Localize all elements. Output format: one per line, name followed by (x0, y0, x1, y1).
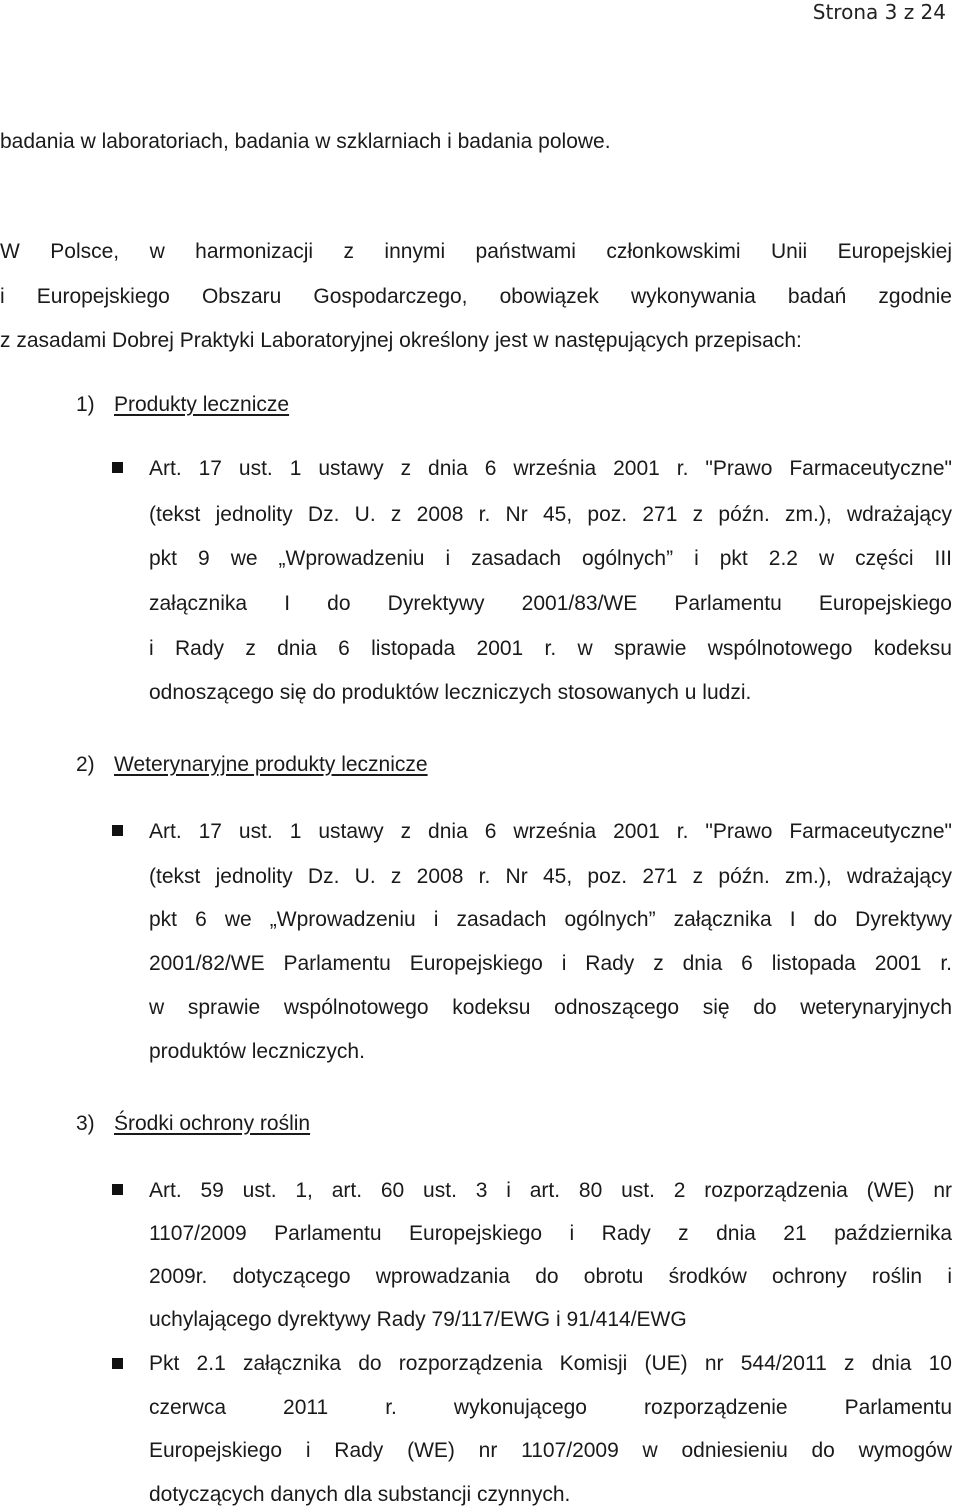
section-heading (76, 391, 289, 419)
item-line: 2009r. dotyczącego wprowadzania do obrotu środków ochrony roślin i (149, 1265, 952, 1288)
item-line: (tekst jednolity Dz. U. z 2008 r. Nr 45, poz. 271 z późn. zm.), wdrażający (149, 865, 952, 888)
item-line: 1107/2009 Parlamentu Europejskiego i Rady z dnia 21 października (149, 1222, 952, 1245)
square-bullet-icon (112, 1358, 123, 1369)
item-line: Art. 59 ust. 1, art. 60 ust. 3 i art. 80 ust. 2 rozporządzenia (WE) nr (149, 1179, 952, 1202)
item-line: Art. 17 ust. 1 ustawy z dnia 6 września 2001 r. "Prawo Farmaceutyczne" (149, 820, 952, 843)
section-title: Środki ochrony roślin (114, 1112, 311, 1135)
item-line: dotyczących danych dla substancji czynnych. (149, 1483, 571, 1506)
item-line: pkt 6 we „Wprowadzeniu i zasadach ogólnych” załącznika I do Dyrektywy (149, 908, 952, 931)
item-line: uchylającego dyrektywy Rady 79/117/EWG i 91/414/EWG (149, 1308, 687, 1331)
square-bullet-icon (112, 1184, 123, 1195)
paragraph-line: z zasadami Dobrej Praktyki Laboratoryjnej określony jest w następujących przepisach: (0, 329, 802, 352)
section-number: 2) (76, 753, 95, 776)
item-line: 2001/82/WE Parlamentu Europejskiego i Rady z dnia 6 listopada 2001 r. (149, 952, 952, 975)
section-title: Produkty lecznicze (114, 393, 290, 416)
item-line: produktów leczniczych. (149, 1040, 365, 1063)
item-line: i Rady z dnia 6 listopada 2001 r. w sprawie wspólnotowego kodeksu (149, 637, 952, 660)
item-line: czerwca 2011 r. wykonującego rozporządzenie Parlamentu (149, 1396, 952, 1419)
item-line: Europejskiego i Rady (WE) nr 1107/2009 w odniesieniu do wymogów (149, 1439, 952, 1462)
paragraph-line: i Europejskiego Obszaru Gospodarczego, obowiązek wykonywania badań zgodnie (0, 285, 952, 308)
section-heading (76, 1110, 310, 1138)
section-number: 1) (76, 393, 95, 416)
section-number: 3) (76, 1112, 95, 1135)
square-bullet-icon (112, 825, 123, 836)
paragraph-line: W Polsce, w harmonizacji z innymi państwami członkowskimi Unii Europejskiej (0, 240, 952, 263)
item-line: Pkt 2.1 załącznika do rozporządzenia Komisji (UE) nr 544/2011 z dnia 10 (149, 1352, 952, 1375)
item-line: pkt 9 we „Wprowadzeniu i zasadach ogólnych” i pkt 2.2 w części III (149, 547, 952, 570)
square-bullet-icon (112, 462, 123, 473)
item-line: w sprawie wspólnotowego kodeksu odnoszącego się do weterynaryjnych (149, 996, 952, 1019)
item-line: załącznika I do Dyrektywy 2001/83/WE Parlamentu Europejskiego (149, 592, 952, 615)
section-heading (76, 751, 428, 779)
section-title: Weterynaryjne produkty lecznicze (114, 753, 428, 776)
intro-line: badania w laboratoriach, badania w szklarniach i badania polowe. (0, 130, 611, 153)
page-number: Strona 3 z 24 (812, 0, 946, 24)
item-line: (tekst jednolity Dz. U. z 2008 r. Nr 45, poz. 271 z późn. zm.), wdrażający (149, 503, 952, 526)
item-line: odnoszącego się do produktów leczniczych stosowanych u ludzi. (149, 681, 752, 704)
item-line: Art. 17 ust. 1 ustawy z dnia 6 września 2001 r. "Prawo Farmaceutyczne" (149, 457, 952, 480)
